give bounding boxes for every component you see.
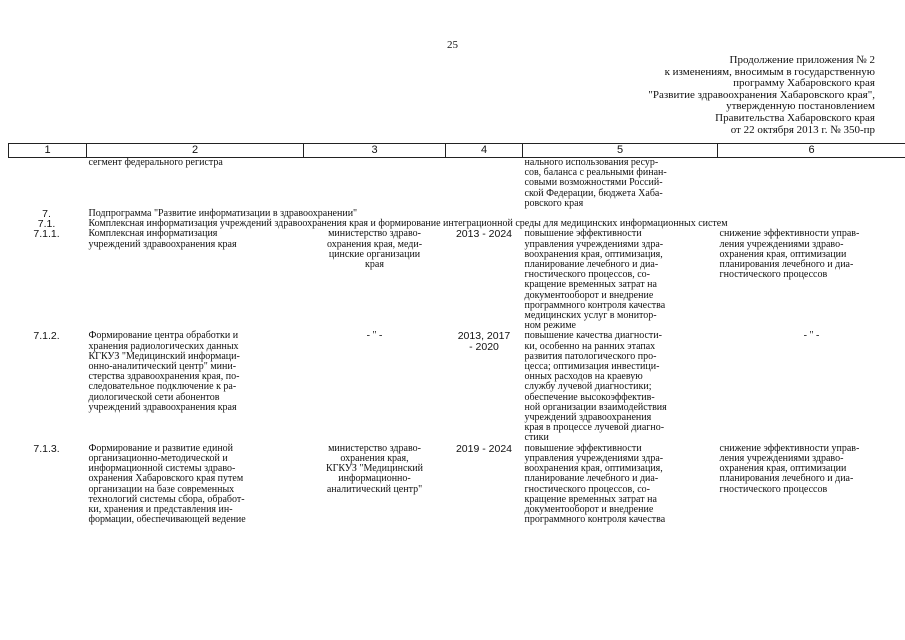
years-cell: 2013, 2017 - 2020 (457, 330, 511, 353)
column-header: 3 (304, 144, 446, 158)
result-cell: повышение качества диагности- ки, особенно на ранних этапах развития патологического про- цесса; оптимизация инвестици- онных расходов на краевую службу лучевой диагностики; обеспечение высокоэффектив- ной организации взаимодействия учреждений здравоохранения края в процессе лучевой диагно- стики (524, 330, 667, 444)
subsection-title: Комплексная информатизация учреждений здравоохранения края и формирование интеграционной среды для медицинских информационных систем (88, 218, 728, 230)
measure-name-cell: Комплексная информатизация учреждений здравоохранения края (88, 228, 237, 250)
appendix-line: программу Хабаровского края (733, 77, 875, 90)
appendix-line: утвержденную постановлением (726, 100, 875, 113)
years-cell: 2019 - 2024 (455, 442, 513, 455)
consequence-cell: снижение эффективности управ- ления учреждениями здраво- охранения края, оптимизации планирования лечебного и диа- гностического процессов (719, 228, 860, 281)
column-header: 4 (446, 144, 523, 158)
measure-name-cell: Формирование и развитие единой организационно-методической и информационной системы здраво- охранения Хабаровского края путем организации на базе современных технологий системы сбора, обработ- ки, хранения и представления ин- формации, обеспечивающей ведение (88, 442, 246, 526)
row-number: 7.1.2. (33, 330, 60, 343)
subsection-number: 7.1. (37, 218, 56, 231)
executor-cell: - " - (366, 330, 383, 342)
continuation-name-cell: сегмент федерального регистра (88, 157, 223, 168)
appendix-line: Правительства Хабаровского края (715, 111, 875, 124)
table-row (9, 331, 905, 443)
continuation-result-cell: нального использования ресур- сов, баланса с реальными финан- совыми возможностями Россий- ской Федерации, бюджета Хаба- ровского края (524, 157, 667, 209)
consequence-cell: - " - (803, 330, 820, 342)
page-number: 25 (447, 39, 458, 51)
result-cell: повышение эффективности управления учреждениями здра- воохранения края, оптимизация, планирование лечебного и диа- гностического процессов, со- кращение временных затрат на документооборот и внедрение программного контроля качества медицинских услуг в монитор- ном режиме (524, 228, 666, 332)
years-cell: 2013 - 2024 (455, 228, 513, 241)
column-header: 6 (718, 144, 905, 158)
appendix-note (648, 55, 875, 136)
appendix-line: "Развитие здравоохранения Хабаровского края", (648, 88, 875, 101)
column-header: 5 (523, 144, 718, 158)
measure-name-cell: Формирование центра обработки и хранения радиологических данных КГКУЗ "Медицинский информаци- онно-аналитический центр" мини- стерства здравоохранения края, по- следовательное подключение к ра- диологической сети абонентов учреждений здравоохранения края (88, 330, 240, 413)
column-header: 2 (87, 144, 304, 158)
section-number: 7. (42, 208, 51, 221)
continuation-row (9, 158, 905, 210)
section-title: Подпрограмма "Развитие информатизации в здравоохранении" (88, 208, 358, 220)
executor-cell: министерство здраво- охранения края, меди- цинские организации края (326, 228, 423, 271)
appendix-line: Продолжение приложения № 2 (729, 54, 875, 66)
result-cell: повышение эффективности управления учреждениями здра- воохранения края, оптимизация, планирование лечебного и диа- гностического процессов, со- кращение временных затрат на документооборот и внедрение программного контроля качества (524, 442, 666, 526)
table-row (9, 229, 905, 331)
appendix-line: от 22 октября 2013 г. № 350-пр (730, 123, 875, 136)
appendix-line: к изменениям, вносимым в государственную (664, 65, 875, 78)
row-number: 7.1.1. (33, 228, 60, 241)
table-header-row (9, 144, 905, 158)
column-header: 1 (9, 144, 87, 158)
consequence-cell: снижение эффективности управ- ления учреждениями здраво- охранения края, оптимизации планирования лечебного и диа- гностического процессов (719, 442, 860, 495)
table-row (9, 444, 905, 526)
row-number: 7.1.3. (33, 442, 60, 455)
executor-cell: министерство здраво- охранения края, КГКУЗ "Медицинский информационно- аналитический центр" (325, 442, 424, 495)
program-table (8, 143, 905, 525)
